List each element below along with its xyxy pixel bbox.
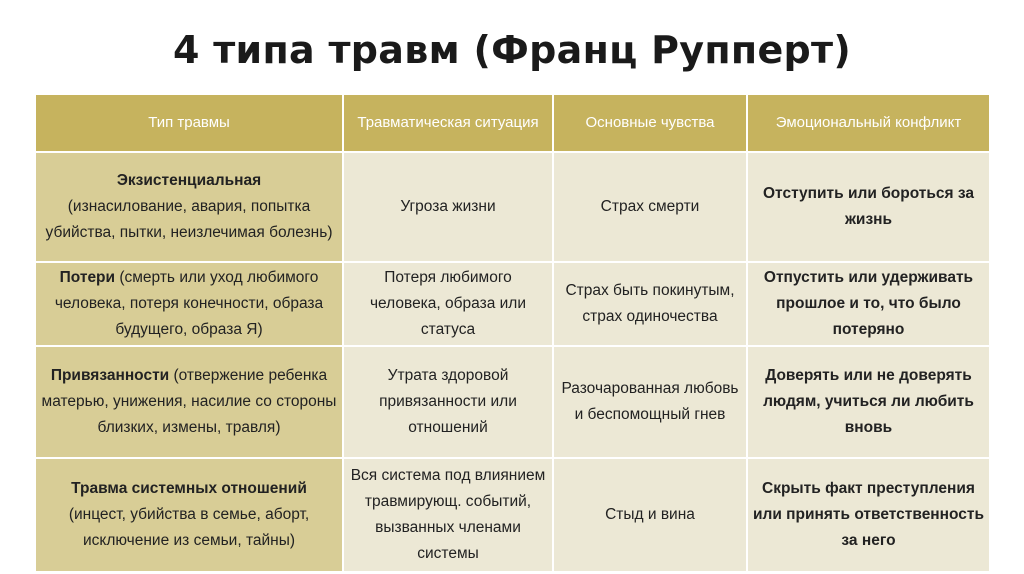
- trauma-table: [34, 93, 991, 573]
- feelings-cell: Стыд и вина: [553, 458, 747, 572]
- feelings-cell: Страх быть покинутым, страх одиночества: [553, 262, 747, 346]
- situation-cell: Потеря любимого человека, образа или статуса: [343, 262, 553, 346]
- trauma-type-cell: [35, 262, 343, 346]
- conflict-cell: Скрыть факт преступления или принять ответственность за него: [747, 458, 990, 572]
- trauma-type-name: Экзистенциальная: [116, 172, 262, 189]
- trauma-type-name: Потери: [59, 269, 116, 286]
- conflict-cell: Отступить или бороться за жизнь: [747, 152, 990, 262]
- situation-cell: Вся система под влиянием травмирующ. событий, вызванных членами системы: [343, 458, 553, 572]
- feelings-cell: Разочарованная любовь и беспомощный гнев: [553, 346, 747, 458]
- table-row: [35, 152, 990, 262]
- trauma-type-examples: (смерть или уход любимого человека, потеря конечности, образа будущего, образа Я): [54, 269, 324, 338]
- trauma-type-cell: [35, 152, 343, 262]
- situation-cell: Угроза жизни: [343, 152, 553, 262]
- situation-cell: Утрата здоровой привязанности или отношений: [343, 346, 553, 458]
- header-traumatic-situation: Травматическая ситуация: [343, 94, 553, 152]
- trauma-type-examples: (изнасилование, авария, попытка убийства, пытки, неизлечимая болезнь): [45, 198, 333, 241]
- table-row: [35, 458, 990, 572]
- trauma-type-examples: (инцест, убийства в семье, аборт, исключение из семьи, тайны): [68, 506, 310, 549]
- feelings-cell: Страх смерти: [553, 152, 747, 262]
- page-title: 4 типа травм (Франц Рупперт): [172, 28, 852, 72]
- trauma-type-name: Привязанности: [50, 367, 170, 384]
- table-row: [35, 262, 990, 346]
- header-emotional-conflict: Эмоциональный конфликт: [747, 94, 990, 152]
- trauma-type-name: Травма системных отношений: [71, 480, 307, 497]
- header-main-feelings: Основные чувства: [553, 94, 747, 152]
- conflict-cell: Доверять или не доверять людям, учиться ли любить вновь: [747, 346, 990, 458]
- trauma-type-examples: (отвержение ребенка матерью, унижения, насилие со стороны близких, измены, травля): [41, 367, 337, 436]
- table-header-row: [35, 94, 990, 152]
- table-row: [35, 346, 990, 458]
- conflict-cell: Отпустить или удерживать прошлое и то, что было потеряно: [747, 262, 990, 346]
- header-trauma-type: Тип травмы: [35, 94, 343, 152]
- trauma-type-cell: [35, 346, 343, 458]
- trauma-type-cell: [35, 458, 343, 572]
